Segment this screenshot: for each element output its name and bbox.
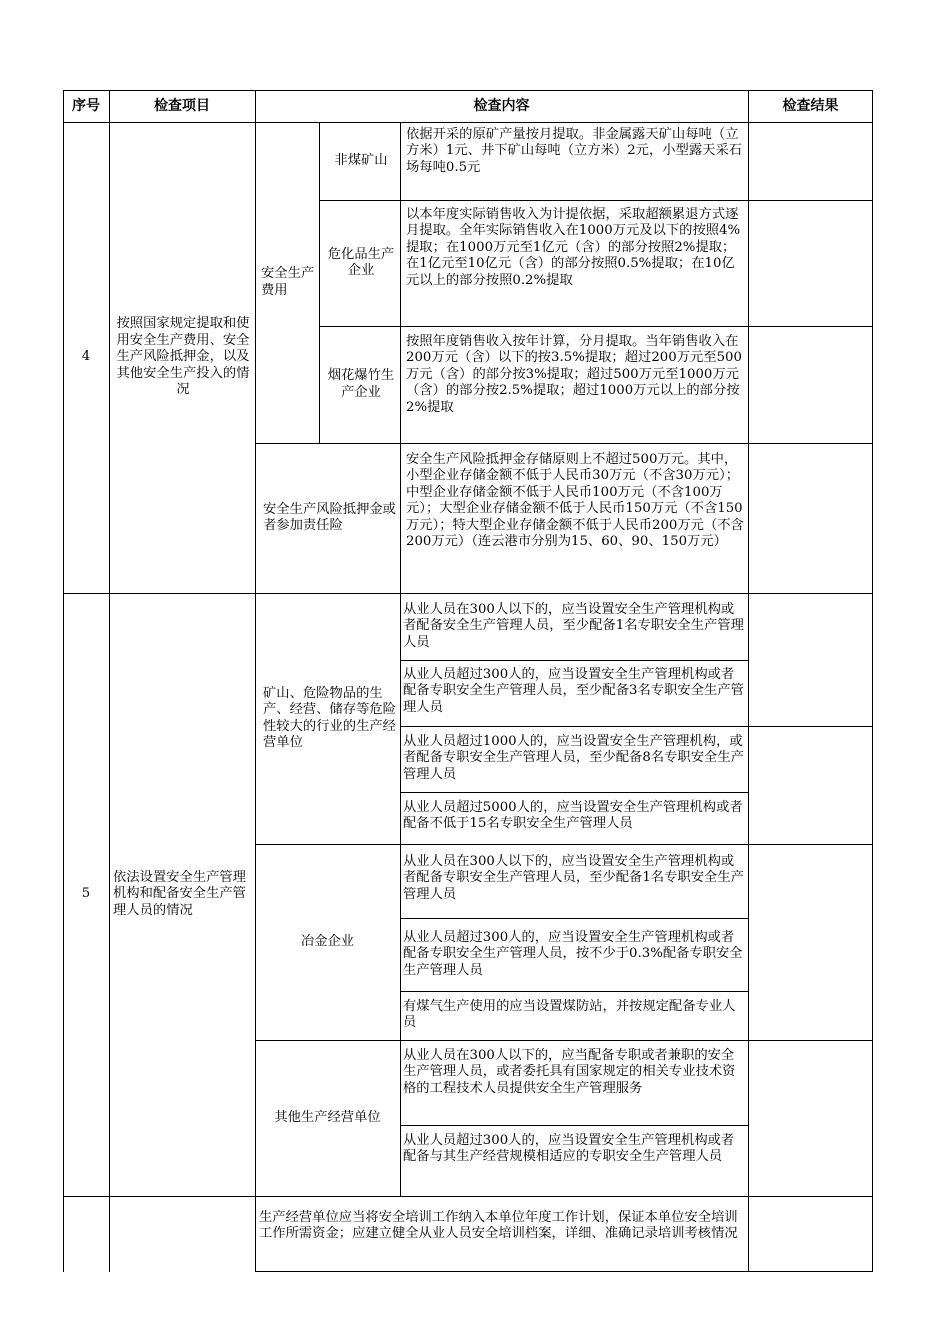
text-chemical: 以本年度实际销售收入为计提依据，采取超额累退方式逐月提取。全年实际销售收入在1000万元及以下的按照4%提取；在1000万元至1亿元（含）的部分按照2%提取；在1亿元至10亿元（含）的部分按照0.5%提取；在10亿元以上的部分按照0.2%提取 bbox=[406, 207, 741, 288]
row-divider-s5-5 bbox=[400, 918, 748, 919]
label-safety-fee-text: 安全生产费用 bbox=[261, 266, 315, 298]
col-divider-seq bbox=[109, 90, 110, 1272]
row-divider-s4-1 bbox=[319, 200, 872, 201]
table-border-right bbox=[872, 90, 873, 1272]
label-risk-deposit-text: 安全生产风险抵押金或者参加责任险 bbox=[263, 501, 396, 533]
row-divider-s5-1 bbox=[400, 660, 748, 661]
col-divider-result-s6 bbox=[748, 1196, 749, 1272]
label-risk-deposit bbox=[263, 443, 397, 593]
text-mine-3: 从业人员超过1000人的，应当设置安全生产管理机构，或者配备专职安全生产管理人员，至少配备8名专职安全生产管理人员 bbox=[403, 734, 744, 782]
inspection-table bbox=[63, 90, 873, 1272]
item-4-text: 按照国家规定提取和使用安全生产费用、安全生产风险抵押金，以及其他安全生产投入的情况 bbox=[116, 316, 250, 398]
text-training: 生产经营单位应当将安全培训工作纳入本单位年度工作计划，保证本单位安全培训工作所需资金；应建立健全从业人员安全培训档案，详细、准确记录培训考核情况 bbox=[259, 1210, 738, 1242]
item-4 bbox=[113, 122, 253, 593]
label-metallurgy: 冶金企业 bbox=[300, 933, 355, 949]
text-mine-4: 从业人员超过5000人的，应当设置安全生产管理机构或者配备不低于15名专职安全生产管理人员 bbox=[403, 800, 743, 832]
seq-4: 4 bbox=[81, 349, 91, 365]
label-mine-hazard bbox=[263, 593, 397, 844]
row-divider-s5-6 bbox=[400, 991, 748, 992]
header-result: 检查结果 bbox=[782, 97, 839, 114]
text-metal-3: 有煤气生产使用的应当设置煤防站，并按规定配备专业人员 bbox=[403, 999, 736, 1031]
item-5-text: 依法设置安全生产管理机构和配备安全生产管理人员的情况 bbox=[113, 869, 246, 918]
text-fireworks: 按照年度销售收入按年计算，分月提取。当年销售收入在200万元（含）以下的按3.5%提取；超过200万元至500万元（含）的部分按3%提取；超过500万元至1000万元（含）的部分按2.5%提取；超过1000万元以上的部分按2%提取 bbox=[406, 334, 742, 415]
text-other-1: 从业人员在300人以下的，应当配备专职或者兼职的安全生产管理人员，或者委托具有国家规定的相关专业技术资格的工程技术人员提供安全生产管理服务 bbox=[403, 1048, 736, 1096]
text-mine-1: 从业人员在300人以下的，应当设置安全生产管理机构或者配备安全生产管理人员，至少配备1名专职安全生产管理人员 bbox=[403, 602, 744, 650]
text-mine-2: 从业人员超过300人的，应当设置安全生产管理机构或者配备专职安全生产管理人员，至少配备3名专职安全生产管理人员 bbox=[403, 667, 744, 715]
row-divider-s5-2 bbox=[400, 726, 872, 727]
label-non-coal-mine: 非煤矿山 bbox=[334, 152, 388, 168]
col-divider-text-s4 bbox=[400, 122, 401, 593]
label-mine-hazard-text: 矿山、危险物品的生产、经营、储存等危险性较大的行业的生产经营单位 bbox=[263, 685, 396, 750]
row-divider-s4-2 bbox=[319, 326, 872, 327]
label-fireworks-text: 烟花爆竹生产企业 bbox=[327, 368, 395, 400]
text-other-2: 从业人员超过300人的，应当设置安全生产管理机构或者配备与其生产经营规模相适应的专职安全生产管理人员 bbox=[403, 1133, 735, 1165]
text-metal-1: 从业人员在300人以下的，应当设置安全生产管理机构或者配备专职安全生产管理人员，至少配备1名专职安全生产管理人员 bbox=[403, 854, 744, 902]
text-non-coal-mine: 依据开采的原矿产量按月提取。非金属露天矿山每吨（立方米）1元、井下矿山每吨（立方米）2元，小型露天采石场每吨0.5元 bbox=[406, 127, 743, 175]
header-item: 检查项目 bbox=[154, 97, 210, 114]
row-divider-s6-bottom bbox=[255, 1271, 873, 1272]
text-risk-deposit: 安全生产风险抵押金存储原则上不超过500万元。其中，小型企业存储金额不低于人民币30万元（不含30万元）；中型企业存储金额不低于人民币100万元（不含100万元）；大型企业存储金额不低于人民币150万元（不含150万元）；特大型企业存储金额不低于人民币200万元（不含200万元）（连云港市分别为15、60、90、150万元） bbox=[406, 452, 744, 550]
col-divider-result bbox=[748, 90, 749, 1196]
label-safety-fee bbox=[261, 122, 317, 443]
text-metal-2: 从业人员超过300人的，应当设置安全生产管理机构或者配备专职安全生产管理人员，按不少于0.3%配备专职安全生产管理人员 bbox=[403, 930, 743, 978]
seq-5: 5 bbox=[81, 886, 91, 902]
row-divider-s5-8 bbox=[400, 1125, 748, 1126]
col-divider-sublabel bbox=[319, 122, 320, 443]
header-content: 检查内容 bbox=[473, 97, 530, 114]
row-divider-s5-s6 bbox=[63, 1196, 873, 1197]
label-chemical-text: 危化品生产企业 bbox=[327, 246, 395, 278]
label-fireworks bbox=[325, 326, 397, 443]
label-chemical bbox=[325, 200, 397, 326]
item-5 bbox=[113, 593, 251, 1196]
row-divider-s5-3 bbox=[400, 792, 748, 793]
label-other-units: 其他生产经营单位 bbox=[274, 1109, 381, 1125]
header-seq: 序号 bbox=[72, 97, 100, 114]
